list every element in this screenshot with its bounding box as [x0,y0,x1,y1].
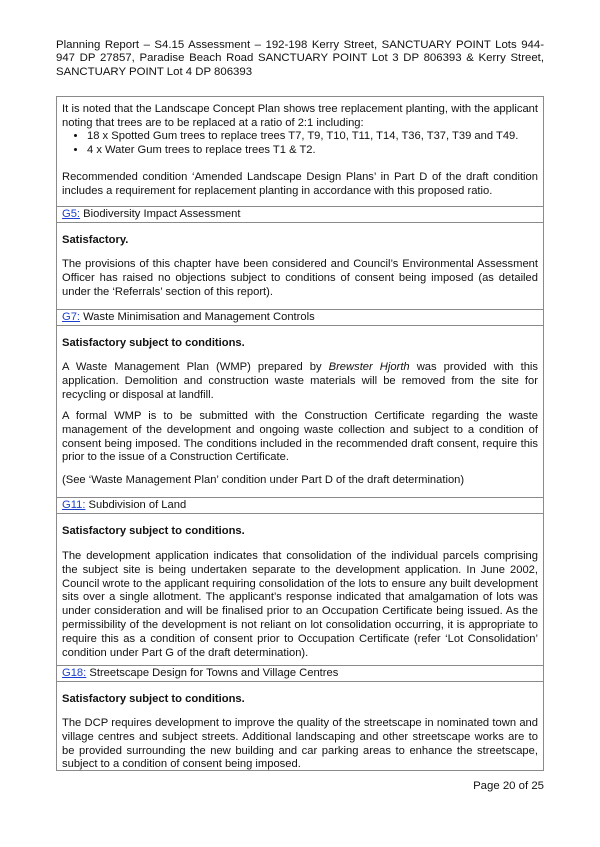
row-divider [57,222,543,223]
page-number: Page 20 of 25 [473,780,544,792]
g11-status: Satisfactory subject to conditions. [62,525,245,537]
g7-status: Satisfactory subject to conditions. [62,337,245,349]
g7-link[interactable]: G7: [62,311,81,323]
section-label-g5 [62,207,240,221]
g5-status: Satisfactory. [62,234,129,246]
row-divider [57,325,543,326]
g11-para: The development application indicates that consolidation of the individual parcels comprising the subject site is being undertaken separate to the development application. In June 2002, Council wrote to the applicant requiring consolidation of the lots to ensure any built development sits over a single allotment. The applicant’s response indicated that amalgamation of lots was under consideration and will be finalised prior to an Occupation Certificate being issued. As the permissibility of the development is not reliant on lot consolidation occurring, it is appropriate to require this as a condition of consent prior to Occupation Certificate (refer ‘Lot Consolidation’ condition under Part G of the draft determination). [62,550,538,659]
tree-list-item: • 4 x Water Gum trees to replace trees T1 & T2. [87,144,557,158]
tree-list [67,130,557,158]
g5-link[interactable]: G5: [62,208,81,220]
section-label-g18 [62,666,338,680]
assessment-table [56,96,544,771]
landscape-para: It is noted that the Landscape Concept Plan shows tree replacement planting, with the applicant noting that trees are to be replaced at a ratio of 2:1 including: [62,103,538,129]
section-label-g7 [62,310,315,324]
g7-title: Waste Minimisation and Management Controls [83,311,315,323]
g5-title: Biodiversity Impact Assessment [83,208,241,220]
recommended-condition-para: Recommended condition ‘Amended Landscape Design Plans’ in Part D of the draft condition includes a requirement for replacement planting in accordance with this proposed ratio. [62,171,538,197]
g11-link[interactable]: G11: [62,499,86,511]
g7-para1: A Waste Management Plan (WMP) prepared by Brewster Hjorth was provided with this application. Demolition and construction waste materials will be removed from the site for recycling or disposal at landfill. [62,361,538,401]
row-divider [57,681,543,682]
g18-para: The DCP requires development to improve the quality of the streetscape in nominated town and village centres and subject streets. Additional landscaping and other streetscape works are to be provided surrounding the new building and car parking areas to enhance the streetscape, subject to a condition of consent being imposed. [62,717,538,771]
g18-title: Streetscape Design for Towns and Village Centres [89,667,339,679]
g18-link[interactable]: G18: [62,667,87,679]
g18-status: Satisfactory subject to conditions. [62,693,245,705]
section-label-g11 [62,498,186,512]
report-header: Planning Report – S4.15 Assessment – 192-198 Kerry Street, SANCTUARY POINT Lots 944-947 DP 27857, Paradise Beach Road SANCTUARY POINT Lot 3 DP 806393 & Kerry Street, SANCTUARY POINT Lot 4 DP 806393 [56,39,544,78]
g11-title: Subdivision of Land [88,499,187,511]
tree-list-item: • 18 x Spotted Gum trees to replace trees T7, T9, T10, T11, T14, T36, T37, T39 and T49. [87,130,557,144]
row-divider [57,513,543,514]
g7-para3: (See ‘Waste Management Plan’ condition under Part D of the draft determination) [62,474,465,486]
g5-para: The provisions of this chapter have been considered and Council’s Environmental Assessment Officer has raised no objections subject to conditions of consent being imposed (as detailed under the ‘Referrals’ section of this report). [62,258,538,298]
g7-para2: A formal WMP is to be submitted with the Construction Certificate regarding the waste management of the development and ongoing waste collection and subject to a condition of consent being imposed. The conditions included in the recommended draft consent, require this prior to the issue of a Construction Certificate. [62,410,538,464]
